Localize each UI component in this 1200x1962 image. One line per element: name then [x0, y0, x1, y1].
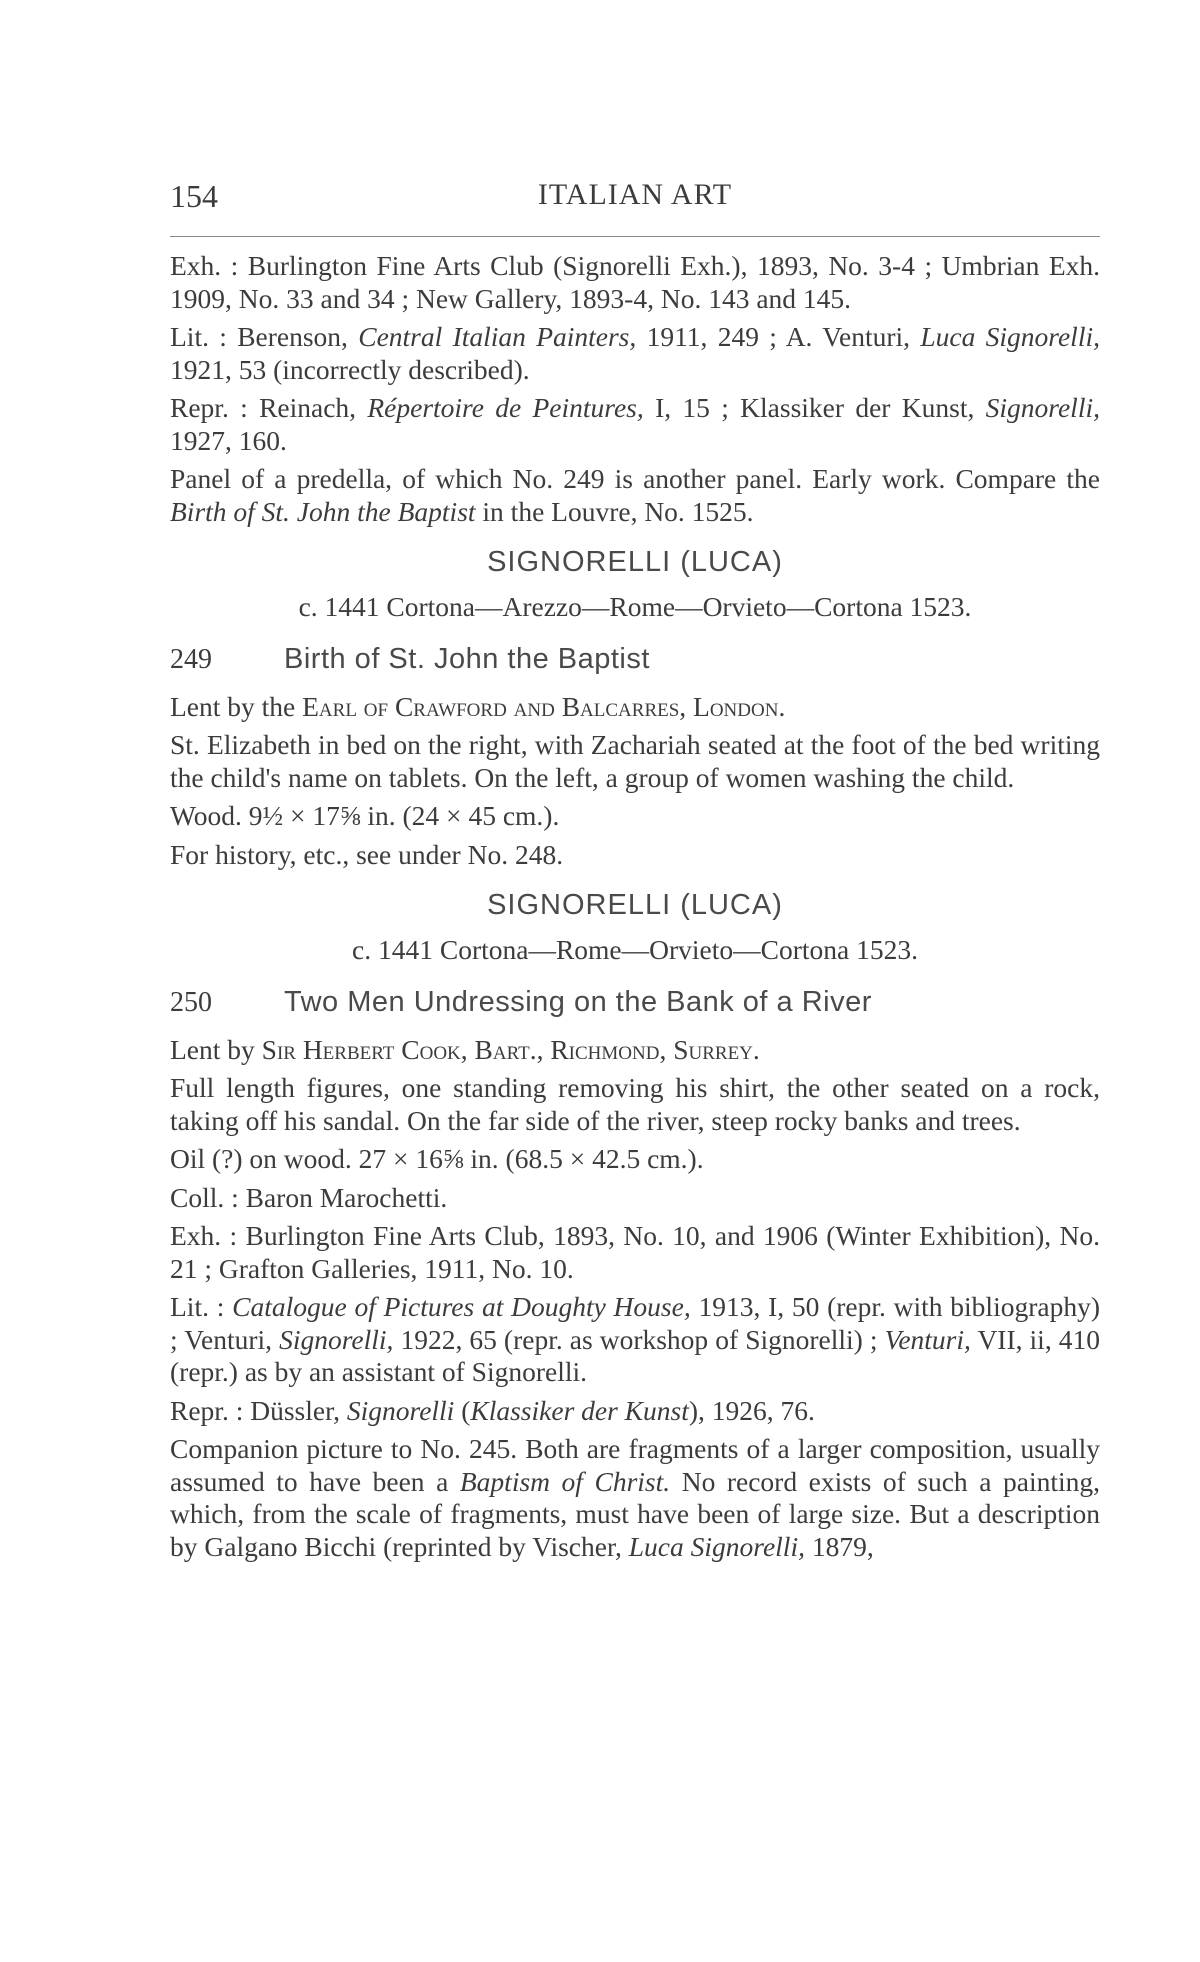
exhibition-entry: Exh. : Burlington Fine Arts Club, 1893, No. 10, and 1906 (Winter Exhibition), No. 21 ; Grafton Galleries, 1911, No. 10.: [170, 1220, 1100, 1284]
entry-title: Two Men Undressing on the Bank of a River: [284, 986, 872, 1018]
entry-title: Birth of St. John the Baptist: [284, 643, 650, 675]
entry-heading: [170, 986, 1100, 1020]
lender-line: Lent by Sir Herbert Cook, Bart., Richmond, Surrey.: [170, 1033, 760, 1065]
reproduction-entry: Repr. : Reinach, Répertoire de Peintures, I, 15 ; Klassiker der Kunst, Signorelli, 1927, 160.: [170, 392, 1100, 456]
medium-line: Oil (?) on wood. 27 × 16⅝ in. (68.5 × 42.5 cm.).: [170, 1143, 704, 1174]
collection-line: Coll. : Baron Marochetti.: [170, 1181, 448, 1213]
history-line: For history, etc., see under No. 248.: [170, 838, 564, 870]
page-header: [170, 178, 1100, 218]
artist-dates: c. 1441 Cortona—Rome—Orvieto—Cortona 1523.: [352, 933, 918, 965]
note-paragraph: Companion picture to No. 245. Both are fragments of a larger composition, usually assumed to have been a Baptism of Christ. No record exists of such a painting, which, from the scale of fragments, must have been of large size. But a description by Galgano Bicchi (reprinted by Vischer, Luca Signorelli, 1879,: [170, 1433, 1100, 1562]
medium-line: Wood. 9½ × 17⅝ in. (24 × 45 cm.).: [170, 800, 560, 831]
note-paragraph: Panel of a predella, of which No. 249 is another panel. Early work. Compare the Birth of St. John the Baptist in the Louvre, No. 1525.: [170, 463, 1100, 527]
running-title: ITALIAN ART: [537, 178, 733, 211]
artist-heading: SIGNORELLI (LUCA): [487, 889, 783, 921]
page-content: [170, 250, 1100, 1569]
artist-heading: SIGNORELLI (LUCA): [487, 546, 783, 578]
literature-entry: Lit. : Berenson, Central Italian Painters, 1911, 249 ; A. Venturi, Luca Signorelli, 1921, 53 (incorrectly described).: [170, 321, 1100, 385]
entry-heading: [170, 643, 1100, 677]
description: St. Elizabeth in bed on the right, with Zachariah seated at the foot of the bed writing the child's name on tablets. On the left, a group of women washing the child.: [170, 729, 1100, 793]
header-rule: [170, 236, 1100, 237]
description: Full length figures, one standing removing his shirt, the other seated on a rock, taking off his sandal. On the far side of the river, steep rocky banks and trees.: [170, 1072, 1100, 1136]
lender-line: Lent by the Earl of Crawford and Balcarres, London.: [170, 690, 786, 722]
artist-dates: c. 1441 Cortona—Arezzo—Rome—Orvieto—Cortona 1523.: [298, 590, 972, 622]
page-number: 154: [170, 178, 218, 214]
exhibition-entry: Exh. : Burlington Fine Arts Club (Signorelli Exh.), 1893, No. 3-4 ; Umbrian Exh. 1909, No. 33 and 34 ; New Gallery, 1893-4, No. 143 and 145.: [170, 250, 1100, 314]
literature-entry: Lit. : Catalogue of Pictures at Doughty House, 1913, I, 50 (repr. with bibliography) ; Venturi, Signorelli, 1922, 65 (repr. as workshop of Signorelli) ; Venturi, VII, ii, 410 (repr.) as by an assistant of Signorelli.: [170, 1291, 1100, 1387]
entry-number: 249: [170, 644, 212, 675]
reproduction-entry: Repr. : Düssler, Signorelli (Klassiker der Kunst), 1926, 76.: [170, 1394, 815, 1426]
entry-number: 250: [170, 987, 212, 1018]
